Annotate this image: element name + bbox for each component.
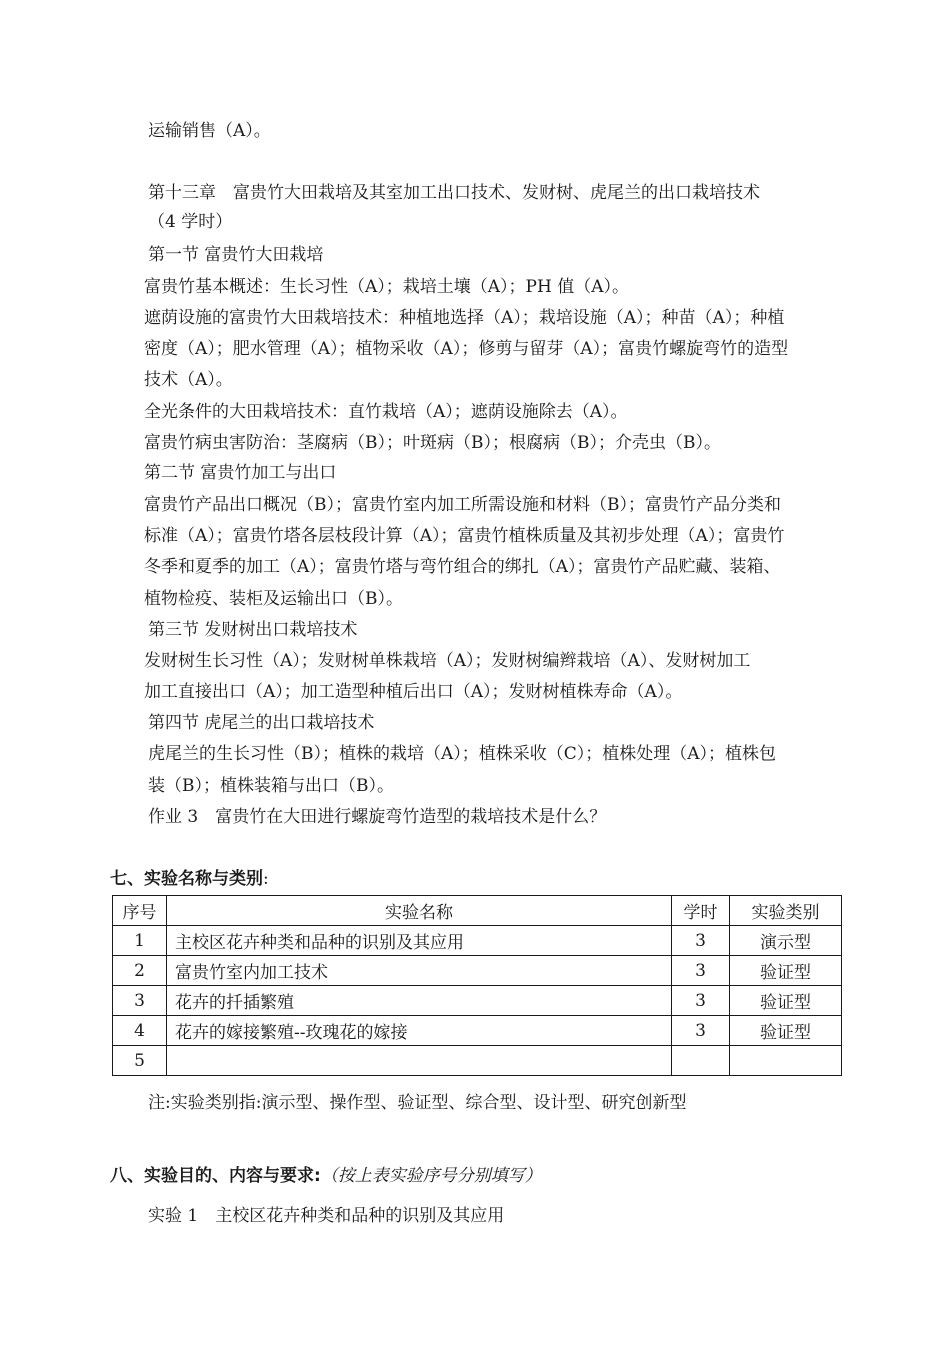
section7-heading-text: 七、实验名称与类别 [110,869,263,889]
table-row [113,956,842,986]
text-line: 富贵竹产品出口概况（B）；富贵竹室内加工所需设施和材料（B）；富贵竹产品分类和 [144,495,781,515]
cell-name: 富贵竹室内加工技术 [167,956,672,986]
header-type: 实验类别 [730,896,842,926]
header-number: 序号 [113,896,167,926]
cell-type: 验证型 [730,956,842,986]
text-line: 冬季和夏季的加工（A）；富贵竹塔与弯竹组合的绑扎（A）；富贵竹产品贮藏、装箱、 [144,557,781,577]
section7-heading-colon: : [263,869,269,889]
cell-number: 5 [113,1046,167,1076]
cell-type: 验证型 [730,1016,842,1046]
text-line: 富贵竹基本概述：生长习性（A）；栽培土壤（A）；PH 值（A）。 [144,277,629,297]
experiment-1-title: 实验 1 主校区花卉种类和品种的识别及其应用 [148,1206,505,1226]
cell-hours: 3 [672,956,730,986]
cell-hours: 3 [672,926,730,956]
cell-type: 演示型 [730,926,842,956]
section-title: 第一节 富贵竹大田栽培 [148,245,324,265]
homework-question: 作业 3 富贵竹在大田进行螺旋弯竹造型的栽培技术是什么？ [148,807,607,827]
cell-number: 4 [113,1016,167,1046]
section7-heading [110,868,269,890]
section8-heading-text: 八、实验目的、内容与要求: [110,1166,321,1186]
text-line: 发财树生长习性（A）；发财树单株栽培（A）；发财树编辫栽培（A）、发财树加工 [144,651,751,671]
cell-type: 验证型 [730,986,842,1016]
experiment-table [112,895,842,1076]
table-header-row [113,896,842,926]
cell-number: 1 [113,926,167,956]
section8-heading-note: （按上表实验序号分别填写） [320,1166,542,1186]
cell-name: 主校区花卉种类和品种的识别及其应用 [167,926,672,956]
table-note: 注:实验类别指:演示型、操作型、验证型、综合型、设计型、研究创新型 [148,1093,687,1113]
section8-heading [110,1165,542,1187]
text-line: 虎尾兰的生长习性（B）；植株的栽培（A）；植株采收（C）；植株处理（A）；植株包 [148,744,777,764]
text-line: 全光条件的大田栽培技术：直竹栽培（A）；遮荫设施除去（A）。 [144,402,628,422]
chapter-title: 第十三章 富贵竹大田栽培及其室加工出口技术、发财树、虎尾兰的出口栽培技术 [148,183,760,203]
section-title: 第二节 富贵竹加工与出口 [144,463,337,483]
text-line: 富贵竹病虫害防治：茎腐病（B）；叶斑病（B）；根腐病（B）；介壳虫（B）。 [144,433,721,453]
text-line: 密度（A）；肥水管理（A）；植物采收（A）；修剪与留芽（A）；富贵竹螺旋弯竹的造型 [144,339,789,359]
cell-number: 2 [113,956,167,986]
cell-type [730,1046,842,1076]
table-row [113,986,842,1016]
header-name: 实验名称 [167,896,672,926]
section-title: 第三节 发财树出口栽培技术 [148,620,358,640]
cell-name: 花卉的嫁接繁殖--玫瑰花的嫁接 [167,1016,672,1046]
cell-hours: 3 [672,1016,730,1046]
text-line: 运输销售（A）。 [148,121,271,141]
text-line: 遮荫设施的富贵竹大田栽培技术：种植地选择（A）；栽培设施（A）；种苗（A）；种植 [144,308,785,328]
table-row [113,1016,842,1046]
table-row [113,1046,842,1076]
cell-hours [672,1046,730,1076]
text-line: 加工直接出口（A）；加工造型种植后出口（A）；发财树植株寿命（A）。 [144,682,683,702]
text-line: 标准（A）；富贵竹塔各层枝段计算（A）；富贵竹植株质量及其初步处理（A）；富贵竹 [144,526,785,546]
text-line: 装（B）；植株装箱与出口（B）。 [148,776,394,796]
cell-name: 花卉的扦插繁殖 [167,986,672,1016]
chapter-hours: （4 学时） [148,212,233,232]
section-title: 第四节 虎尾兰的出口栽培技术 [148,713,375,733]
text-line: 技术（A）。 [144,370,233,390]
table-row [113,926,842,956]
text-line: 植物检疫、装柜及运输出口（B）。 [144,589,403,609]
cell-hours: 3 [672,986,730,1016]
header-hours: 学时 [672,896,730,926]
cell-name [167,1046,672,1076]
cell-number: 3 [113,986,167,1016]
